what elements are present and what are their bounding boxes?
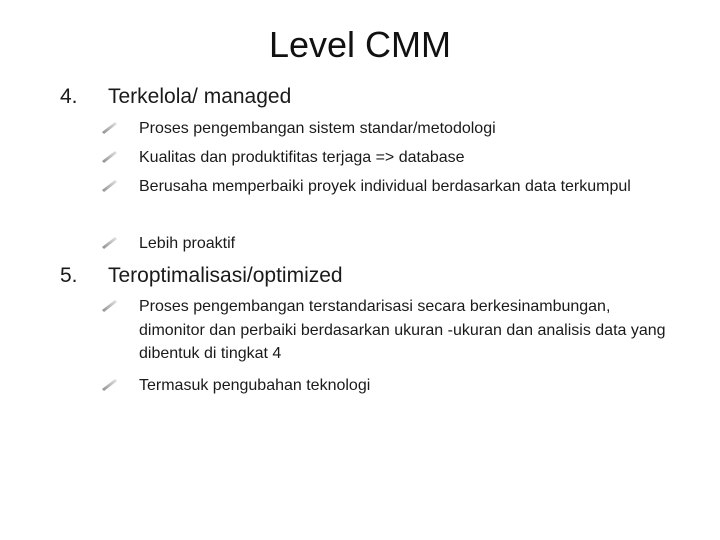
pencil-stroke-bullet-icon bbox=[100, 148, 120, 164]
pencil-stroke-bullet-icon bbox=[100, 297, 120, 313]
bullet-text: Termasuk pengubahan teknologi bbox=[139, 377, 371, 394]
section-heading: Teroptimalisasi/optimized bbox=[108, 264, 343, 287]
bullet-text: Lebih proaktif bbox=[139, 235, 236, 252]
bullet-text: Kualitas dan produktifitas terjaga => database bbox=[139, 149, 465, 166]
bullet-text: Proses pengembangan terstandarisasi secara berkesinambungan, dimonitor dan perbaiki berdasarkan ukuran -ukuran dan analisis data yang dibentuk di tingkat 4 bbox=[139, 298, 666, 362]
bullet-text: Proses pengembangan sistem standar/metodologi bbox=[139, 120, 496, 137]
slide-title: Level CMM bbox=[268, 24, 452, 65]
pencil-stroke-bullet-icon bbox=[100, 177, 120, 193]
pencil-stroke-bullet-icon bbox=[100, 119, 120, 135]
section-heading: Terkelola/ managed bbox=[108, 85, 292, 108]
bullet-text: Berusaha memperbaiki proyek individual berdasarkan data terkumpul bbox=[139, 178, 631, 195]
pencil-stroke-bullet-icon bbox=[100, 234, 120, 250]
section-number: 4. bbox=[60, 85, 78, 108]
section-number: 5. bbox=[60, 264, 78, 287]
pencil-stroke-bullet-icon bbox=[100, 376, 120, 392]
